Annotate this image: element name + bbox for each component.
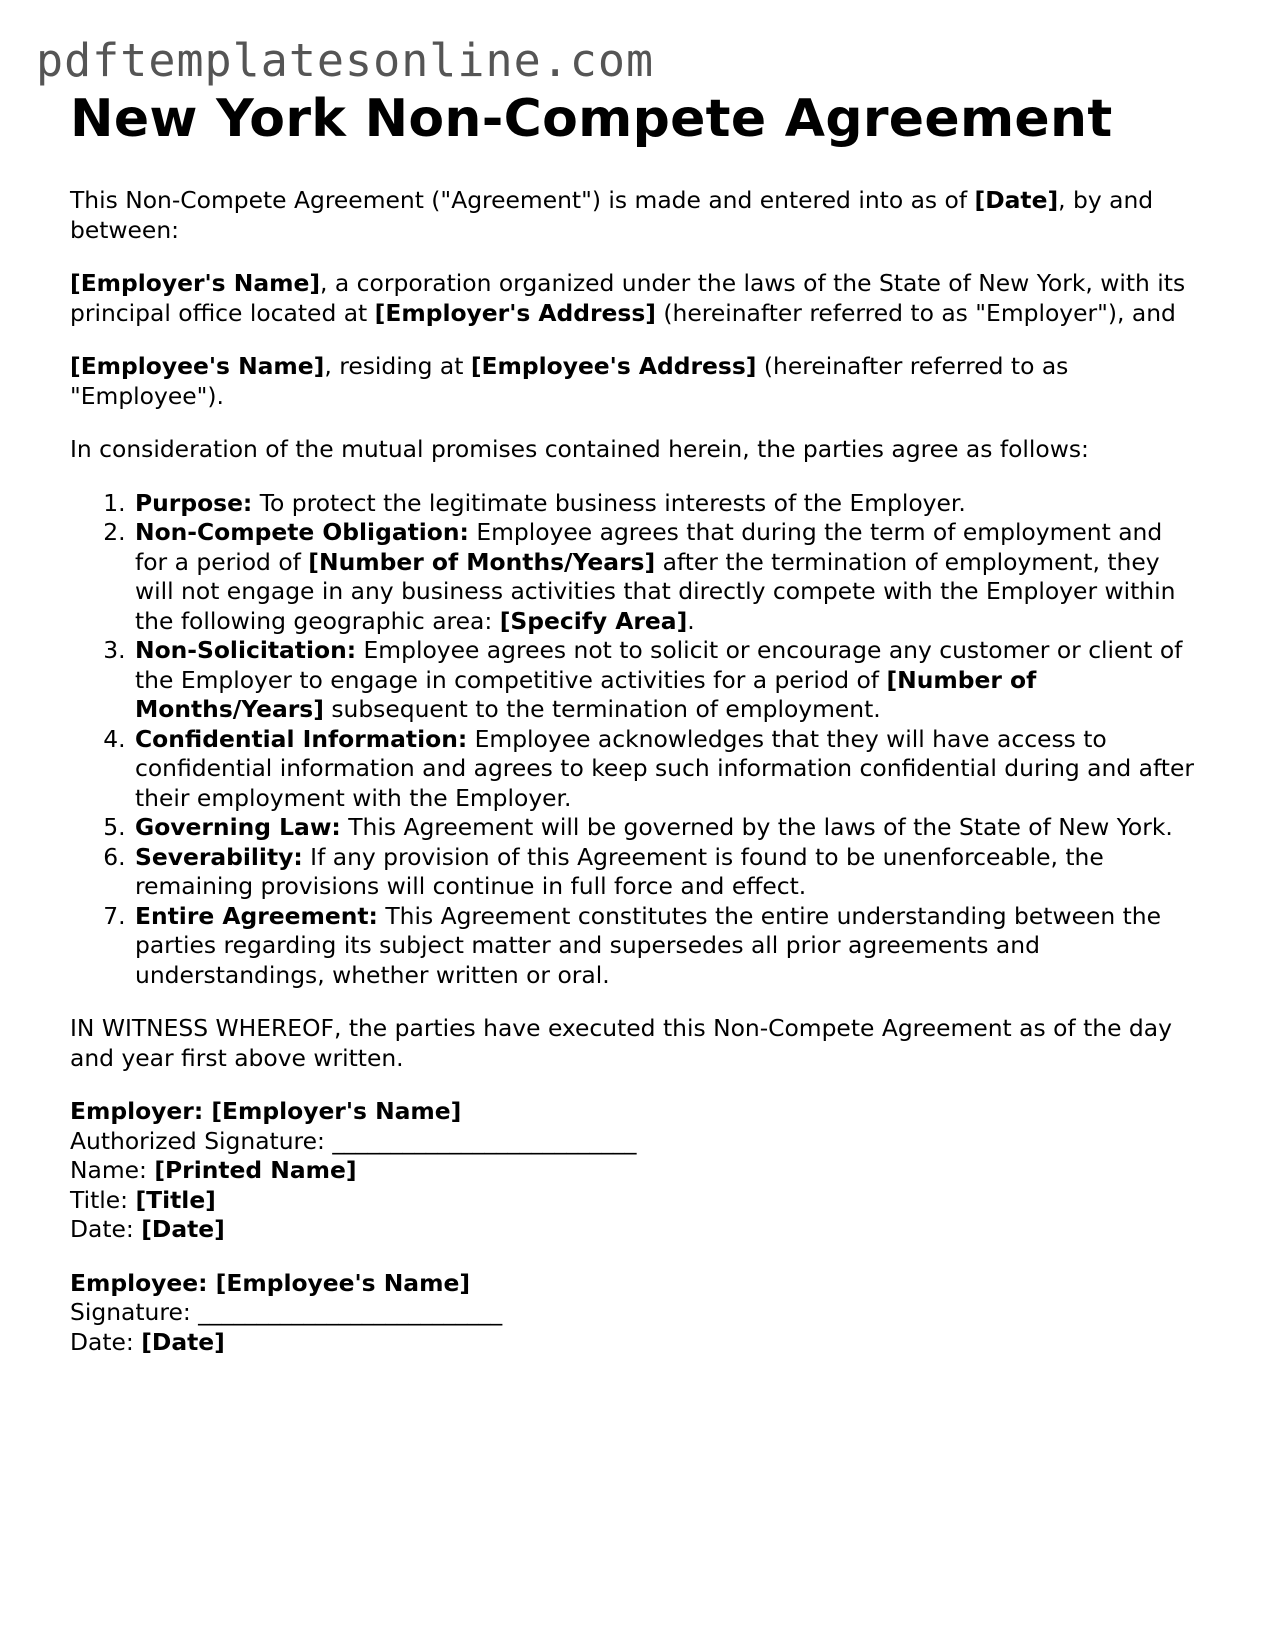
clause-heading: Confidential Information: [135, 724, 468, 753]
clause-text: This Agreement constitutes the entire understanding between the parties regarding its subject matter and supersedes all prior agreements and understandings, whether written or oral. [135, 901, 1162, 989]
clause-heading: Non-Compete Obligation: [135, 518, 469, 546]
consideration-paragraph: In consideration of the mutual promises contained herein, the parties agree as follows: [70, 435, 1089, 463]
period-placeholder: [Number of Months/Years] [308, 547, 656, 576]
employer-party-text-end: (hereinafter referred to as "Employer"), and [655, 298, 1176, 327]
clause-text: Employee agrees not to solicit or encourage any customer or client of the Employer to engage in competitive activities for a period of [135, 636, 1183, 694]
printed-name-row [70, 1156, 1200, 1186]
employee-party-text-end: (hereinafter referred to as "Employee"). [70, 352, 1069, 410]
employee-signature-block [70, 1269, 1200, 1358]
employee-party-text: , residing at [324, 352, 471, 380]
clause-text: Employee acknowledges that they will have access to confidential information and agrees to keep such information confidential during and after their employment with the Employer. [135, 724, 1194, 812]
employer-party-paragraph [70, 269, 1200, 328]
clause-heading: Entire Agreement: [135, 901, 378, 930]
signature-label: Authorized Signature: [70, 1126, 333, 1155]
clause-text: To protect the legitimate business interests of the Employer. [252, 488, 966, 517]
employer-name-placeholder: [Employer's Name] [70, 269, 321, 297]
date-label: Date: [70, 1215, 142, 1243]
document-title: New York Non-Compete Agreement [70, 89, 1113, 149]
employee-name-placeholder: [Employee's Name] [70, 352, 325, 380]
clause-text: If any provision of this Agreement is found to be unenforceable, the remaining provisions will continue in full force and effect. [135, 842, 1104, 900]
employee-address-placeholder: [Employee's Address] [470, 352, 757, 380]
clause-severability [133, 843, 1200, 902]
clause-heading: Non-Solicitation: [135, 636, 357, 664]
employer-address-placeholder: [Employer's Address] [374, 298, 656, 327]
clause-heading: Governing Law: [135, 813, 341, 841]
employer-signature-block [70, 1097, 1200, 1245]
watermark: pdftemplatesonline.com [36, 34, 655, 87]
printed-name-placeholder: [Printed Name] [154, 1156, 357, 1184]
period-placeholder: [Number of Months/Years] [135, 665, 1037, 723]
clause-text: after the termination of employment, they will not engage in any business activities that directly compete with the Employer within the following geographic area: [135, 547, 1176, 635]
clause-heading: Severability: [135, 842, 303, 871]
clause-non-solicitation [133, 636, 1200, 725]
document-page [70, 90, 1200, 1381]
title-label: Title: [70, 1185, 136, 1214]
title-row [70, 1186, 1200, 1216]
name-label: Name: [70, 1156, 155, 1184]
title-placeholder: [Title] [135, 1185, 216, 1214]
employee-party-paragraph [70, 352, 1200, 411]
intro-date-placeholder: [Date] [974, 186, 1059, 214]
clause-confidential-information [133, 725, 1200, 814]
employee-signature-row [70, 1298, 1200, 1328]
area-placeholder: [Specify Area] [499, 606, 688, 635]
date-placeholder: [Date] [141, 1327, 225, 1356]
clause-text: subsequent to the termination of employment. [323, 695, 881, 723]
intro-text-before: This Non-Compete Agreement ("Agreement") is made and entered into as of [70, 186, 975, 214]
employee-date-row [70, 1328, 1200, 1358]
intro-text-after: , by and between: [70, 186, 1154, 244]
date-label: Date: [70, 1327, 142, 1356]
clause-list [70, 489, 1200, 991]
intro-paragraph [70, 186, 1200, 245]
clause-text: This Agreement will be governed by the laws of the State of New York. [340, 813, 1173, 841]
clause-heading: Purpose: [135, 488, 253, 517]
employer-date-row [70, 1215, 1200, 1245]
employee-signature-heading: Employee: [Employee's Name] [70, 1268, 471, 1297]
witness-paragraph: IN WITNESS WHEREOF, the parties have executed this Non-Compete Agreement as of the day and year first above written. [70, 1014, 1172, 1072]
signature-line: __________________________ [198, 1298, 503, 1326]
clause-entire-agreement [133, 902, 1200, 991]
clause-non-compete [133, 518, 1200, 636]
clause-text: . [687, 606, 695, 635]
clause-text: Employee agrees that during the term of employment and for a period of [135, 518, 1163, 576]
signature-line: __________________________ [332, 1126, 637, 1155]
employer-party-text: , a corporation organized under the laws of the State of New York, with its principal office located at [70, 269, 1186, 327]
date-placeholder: [Date] [141, 1215, 225, 1243]
authorized-signature-row [70, 1127, 1200, 1157]
employer-signature-heading: Employer: [Employer's Name] [70, 1097, 462, 1125]
clause-purpose [133, 489, 1200, 519]
signature-label: Signature: [70, 1298, 199, 1326]
clause-governing-law [133, 813, 1200, 843]
